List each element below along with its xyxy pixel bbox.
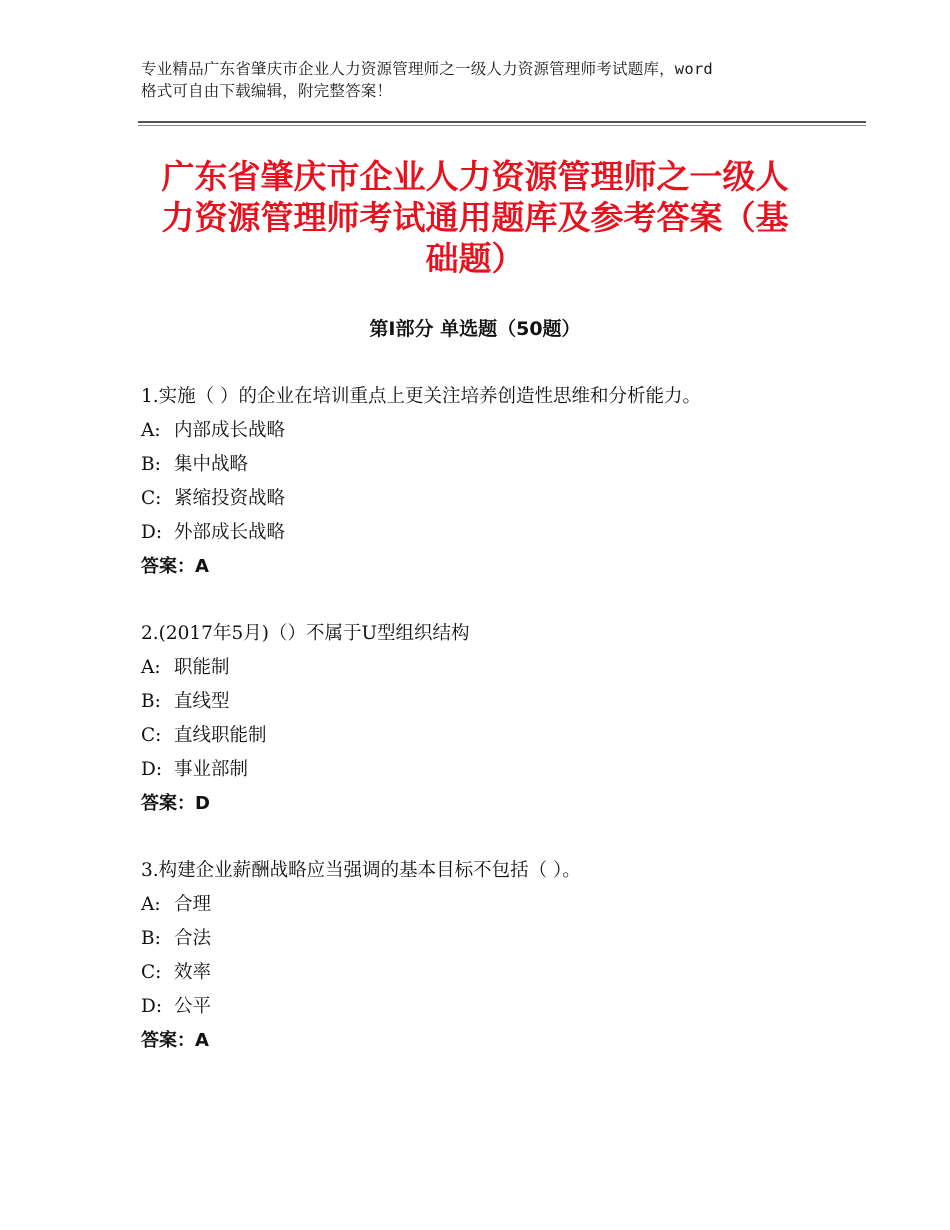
option-text: 直线型 xyxy=(174,691,230,712)
question-2 xyxy=(141,617,841,821)
option-c xyxy=(141,719,841,753)
option-key: D: xyxy=(141,522,163,543)
option-text: 内部成长战略 xyxy=(174,420,286,441)
option-c xyxy=(141,956,841,990)
title-line-3: 础题） xyxy=(425,239,525,278)
option-d xyxy=(141,990,841,1024)
section-heading: 第Ⅰ部分 单选题（50题） xyxy=(369,318,581,340)
option-b xyxy=(141,685,841,719)
option-key: C: xyxy=(141,725,162,746)
question-1 xyxy=(141,380,841,584)
option-a xyxy=(141,651,841,685)
option-text: 合法 xyxy=(174,928,212,949)
question-3 xyxy=(141,854,841,1058)
option-key: A: xyxy=(141,657,161,678)
question-text: 3.构建企业薪酬战略应当强调的基本目标不包括（ ）。 xyxy=(141,860,581,881)
option-text: 合理 xyxy=(174,894,212,915)
option-key: B: xyxy=(141,928,161,949)
document-title xyxy=(110,156,840,279)
option-text: 效率 xyxy=(174,962,212,983)
option-text: 公平 xyxy=(174,996,212,1017)
option-a xyxy=(141,414,841,448)
question-text: 1.实施（ ）的企业在培训重点上更关注培养创造性思维和分析能力。 xyxy=(141,386,702,407)
option-key: A: xyxy=(141,894,161,915)
answer-line: 答案：A xyxy=(141,1030,209,1051)
option-text: 事业部制 xyxy=(174,759,249,780)
title-line-1: 广东省肇庆市企业人力资源管理师之一级人 xyxy=(161,157,789,196)
option-text: 职能制 xyxy=(174,657,230,678)
option-key: B: xyxy=(141,691,161,712)
option-text: 集中战略 xyxy=(174,454,249,475)
answer-line: 答案：D xyxy=(141,793,210,814)
option-key: C: xyxy=(141,962,162,983)
option-key: D: xyxy=(141,996,163,1017)
document-header-note xyxy=(141,58,831,102)
option-d xyxy=(141,516,841,550)
option-text: 外部成长战略 xyxy=(174,522,286,543)
option-key: D: xyxy=(141,759,163,780)
header-note-line-2: 格式可自由下载编辑，附完整答案！ xyxy=(141,82,393,100)
option-c xyxy=(141,482,841,516)
question-text: 2.(2017年5月)（）不属于U型组织结构 xyxy=(141,623,470,644)
title-line-2: 力资源管理师考试通用题库及参考答案（基 xyxy=(161,198,789,237)
option-d xyxy=(141,753,841,787)
option-b xyxy=(141,448,841,482)
option-key: C: xyxy=(141,488,162,509)
option-a xyxy=(141,888,841,922)
header-divider-thick xyxy=(138,121,866,123)
question-list xyxy=(141,380,841,1091)
option-text: 直线职能制 xyxy=(174,725,267,746)
option-key: A: xyxy=(141,420,161,441)
option-text: 紧缩投资战略 xyxy=(174,488,286,509)
answer-line: 答案：A xyxy=(141,556,209,577)
option-key: B: xyxy=(141,454,161,475)
header-note-line-1: 专业精品广东省肇庆市企业人力资源管理师之一级人力资源管理师考试题库，word xyxy=(141,60,713,78)
header-divider-thin xyxy=(138,125,866,126)
option-b xyxy=(141,922,841,956)
